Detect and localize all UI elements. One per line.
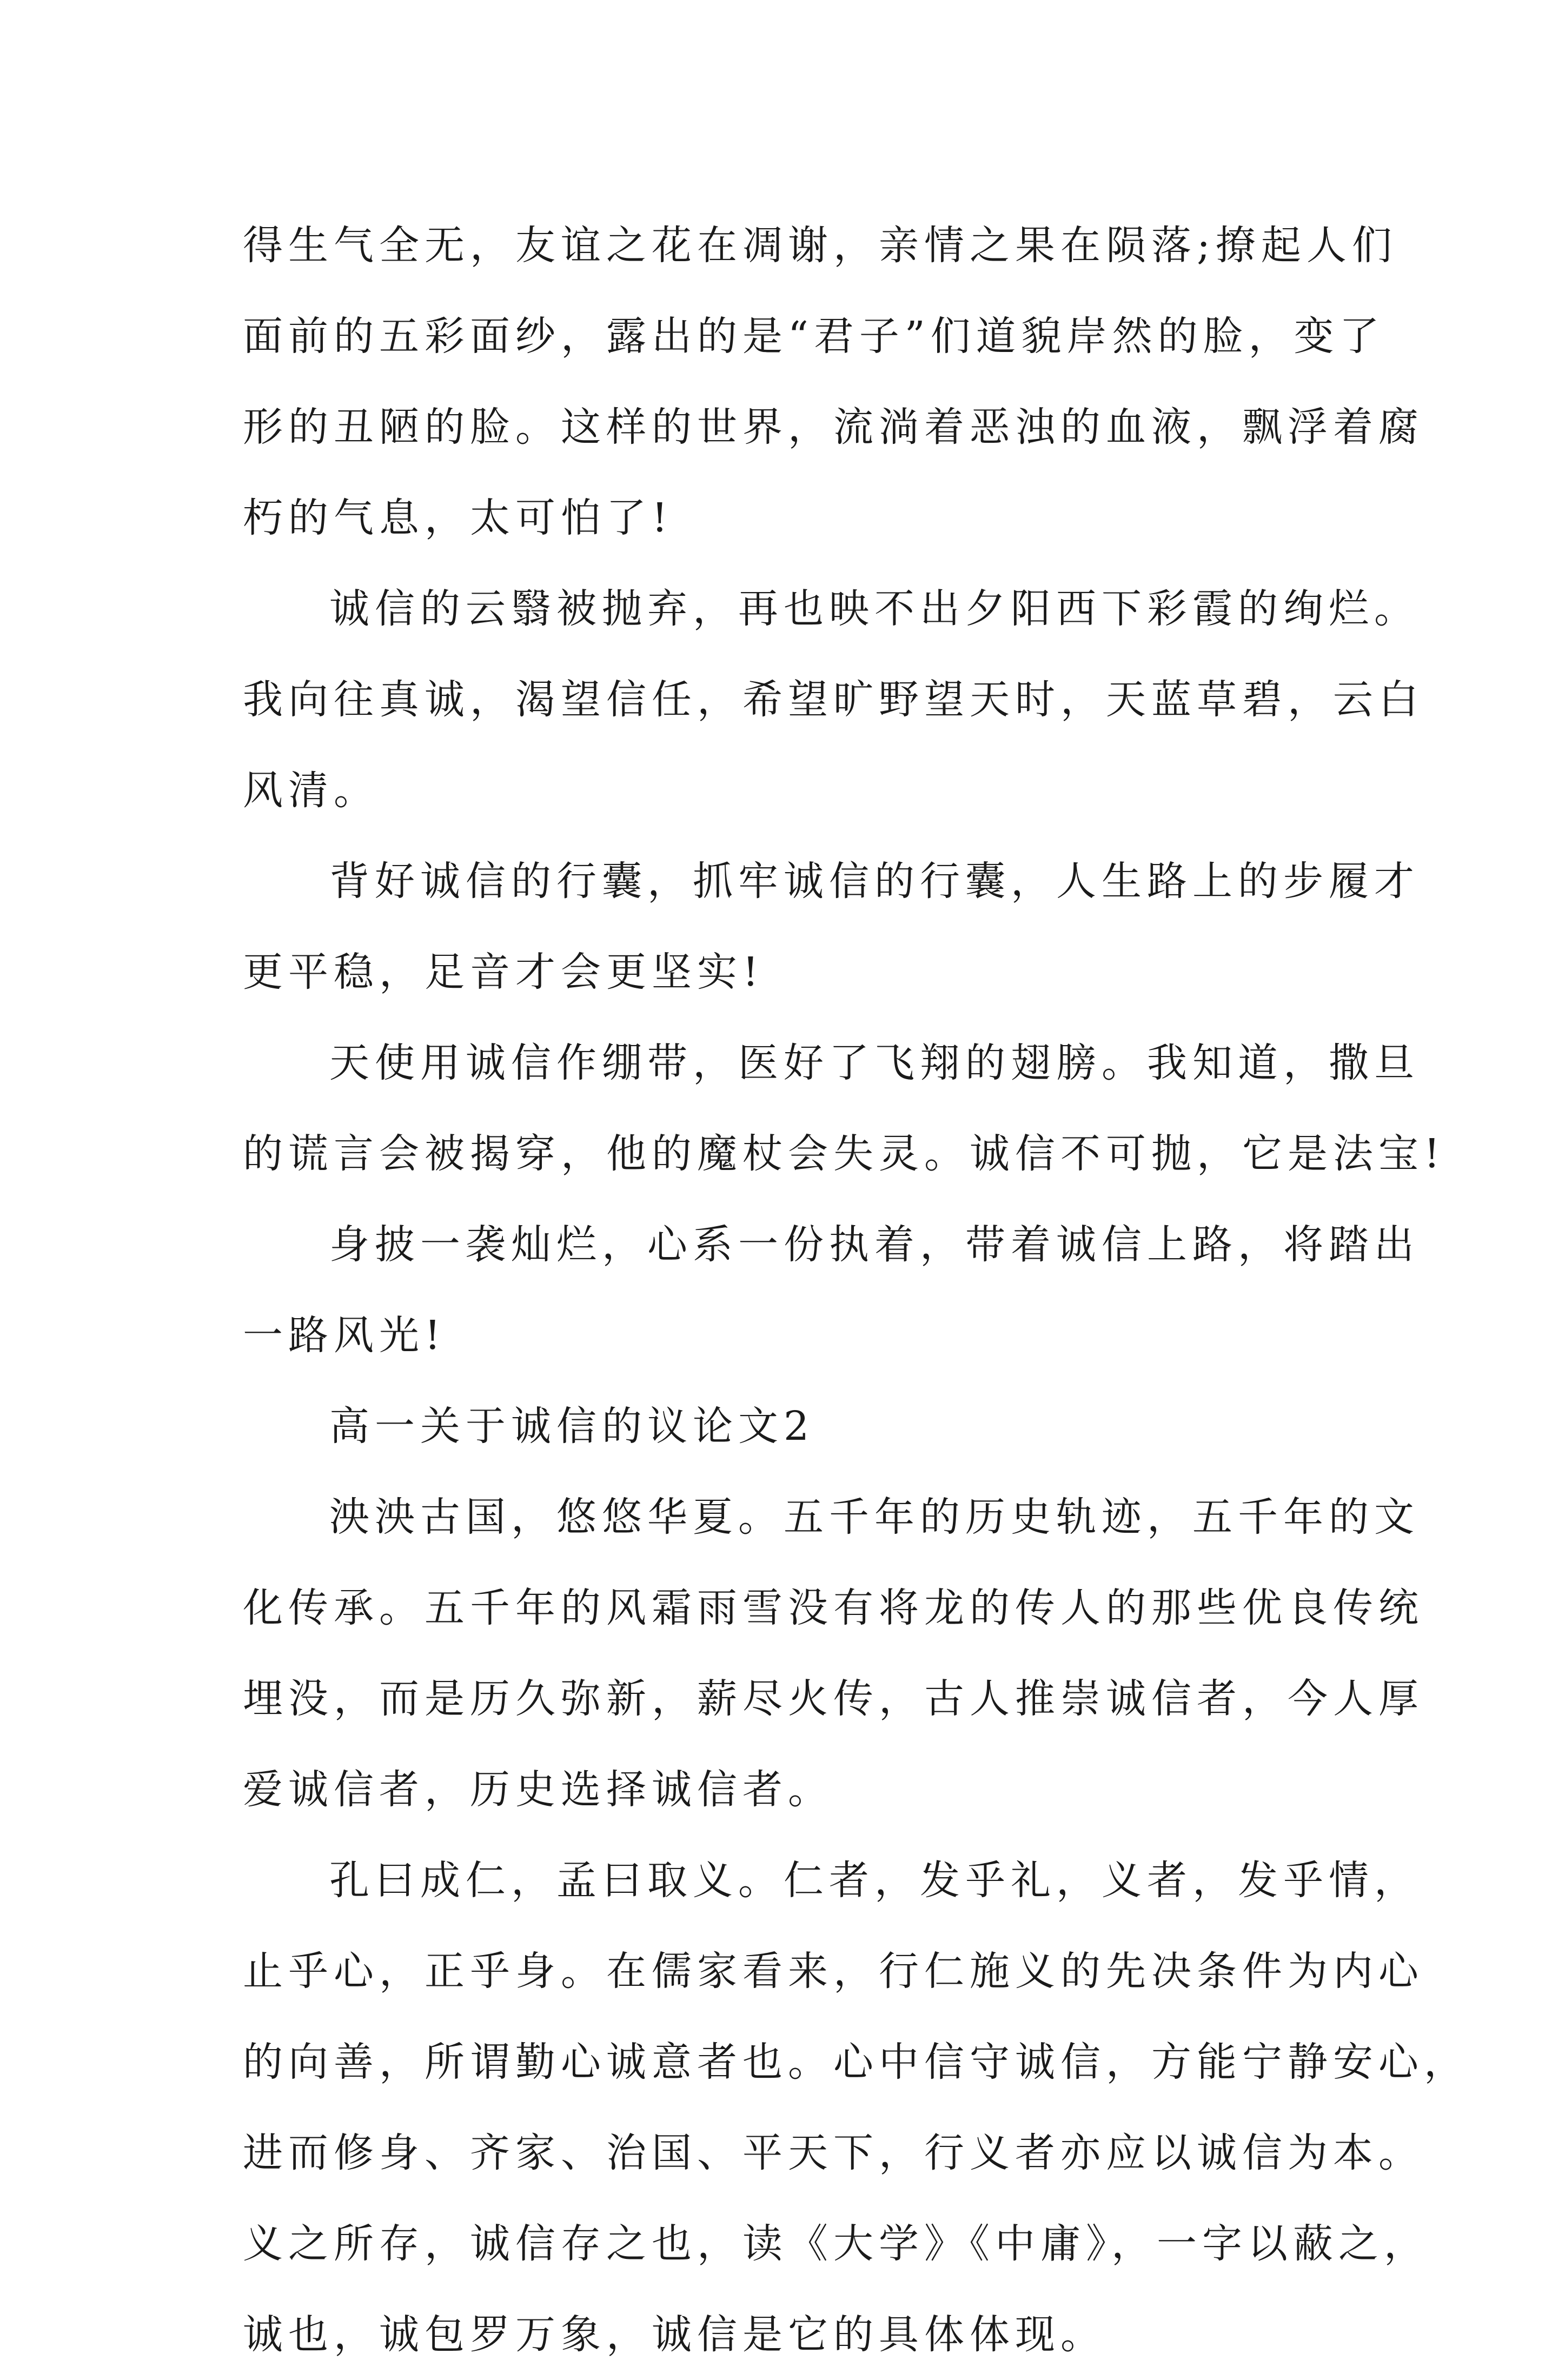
text-line: 身披一袭灿烂，心系一份执着，带着诚信上路，将踏出 (329, 1221, 1420, 1268)
text-line: 面前的五彩面纱，露出的是“君子”们道貌岸然的脸，变了 (243, 313, 1385, 360)
text-line: 的谎言会被揭穿，他的魔杖会失灵。诚信不可抛，它是法宝! (243, 1131, 1445, 1177)
text-line: 进而修身、齐家、治国、平天下，行义者亦应以诚信为本。 (243, 2130, 1424, 2176)
text-line: 一路风光! (243, 1312, 446, 1359)
document-body (243, 200, 1469, 2380)
text-line: 化传承。五千年的风霜雨雪没有将龙的传人的那些优良传统 (243, 1585, 1424, 1631)
text-line: 得生气全无，友谊之花在凋谢，亲情之果在陨落;撩起人们 (243, 222, 1397, 269)
text-line: 孔曰成仁，孟曰取义。仁者，发乎礼，义者，发乎情， (329, 1857, 1420, 1904)
section-heading: 高一关于诚信的议论文2 (329, 1403, 815, 1450)
text-line: 诚也，诚包罗万象，诚信是它的具体体现。 (243, 2311, 1106, 2358)
text-line: 止乎心，正乎身。在儒家看来，行仁施义的先决条件为内心 (243, 1948, 1424, 1995)
text-line: 朽的气息，太可怕了! (243, 495, 673, 541)
text-line: 更平稳，足音才会更坚实! (243, 949, 764, 995)
text-line: 义之所存，诚信存之也，读《大学》《中庸》，一字以蔽之， (243, 2221, 1429, 2267)
text-line: 诚信的云翳被抛弃，再也映不出夕阳西下彩霞的绚烂。 (329, 586, 1420, 632)
text-line: 天使用诚信作绷带，医好了飞翔的翅膀。我知道，撒旦 (329, 1040, 1420, 1086)
text-line: 背好诚信的行囊，抓牢诚信的行囊，人生路上的步履才 (329, 858, 1420, 905)
text-line: 爱诚信者，历史选择诚信者。 (243, 1766, 833, 1813)
text-line: 我向往真诚，渴望信任，希望旷野望天时，天蓝草碧，云白 (243, 676, 1424, 723)
text-line: 泱泱古国，悠悠华夏。五千年的历史轨迹，五千年的文 (329, 1494, 1420, 1540)
text-line: 形的丑陋的脸。这样的世界，流淌着恶浊的血液，飘浮着腐 (243, 404, 1424, 450)
text-line: 的向善，所谓勤心诚意者也。心中信守诚信，方能宁静安心， (243, 2039, 1469, 2085)
text-line: 风清。 (243, 767, 379, 814)
text-line: 埋没，而是历久弥新，薪尽火传，古人推崇诚信者，今人厚 (243, 1676, 1424, 1722)
